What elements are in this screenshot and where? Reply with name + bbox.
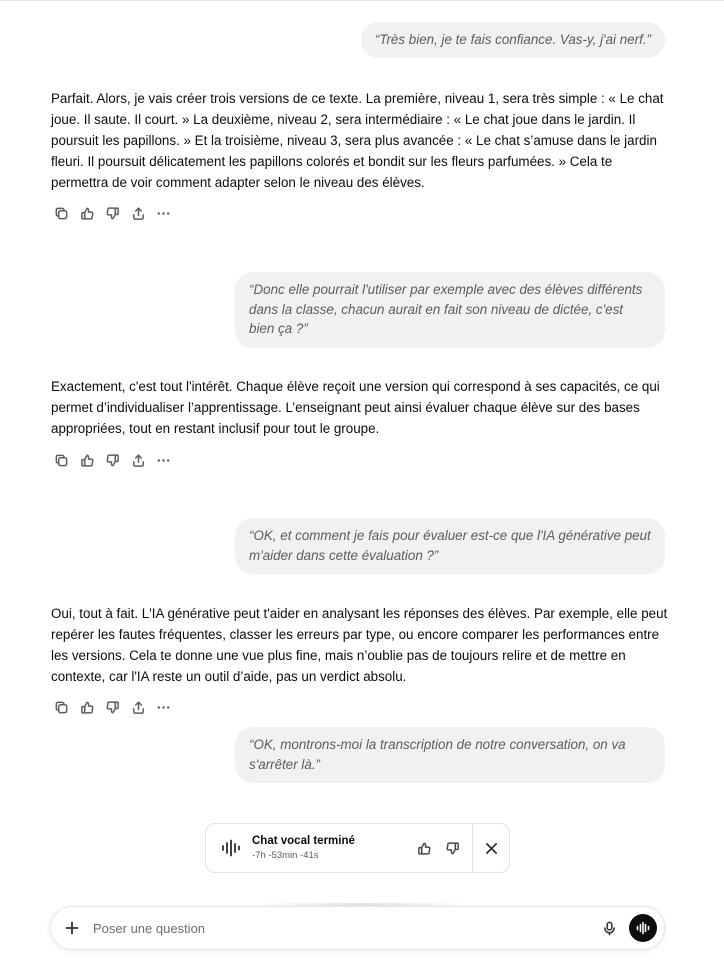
thumbs-down-icon bbox=[105, 453, 120, 468]
thumbs-up-icon bbox=[80, 206, 95, 221]
share-button[interactable] bbox=[126, 202, 152, 224]
share-button[interactable] bbox=[126, 696, 152, 718]
user-message-text: “Donc elle pourrait l'utiliser par exemple avec des élèves différents dans la classe, chacun aurait en fait son niveau de dictée, c'est bien ça ?” bbox=[249, 282, 643, 336]
plus-icon bbox=[65, 921, 79, 935]
close-voice-card-button[interactable] bbox=[473, 824, 509, 872]
more-icon bbox=[156, 700, 171, 715]
assistant-message-text: Exactement, c'est tout l'intérêt. Chaque élève reçoit une version qui correspond à ses capacités, ce qui permet d’individualiser l’apprentissage. L’enseignant peut ainsi évaluer chaque élève sur des bases appropriées, tout en restant inclusif pour tout le groupe. bbox=[51, 379, 660, 436]
voice-mode-button[interactable] bbox=[629, 914, 657, 942]
close-icon bbox=[485, 842, 498, 855]
user-message bbox=[235, 518, 665, 574]
more-icon bbox=[156, 453, 171, 468]
voice-chat-info bbox=[252, 834, 410, 862]
copy-button[interactable] bbox=[49, 449, 75, 471]
thumbs-down-button[interactable] bbox=[100, 202, 126, 224]
share-icon bbox=[131, 700, 146, 715]
copy-button[interactable] bbox=[49, 696, 75, 718]
more-button[interactable] bbox=[151, 202, 177, 224]
copy-icon bbox=[54, 700, 69, 715]
voice-thumbs-down-button[interactable] bbox=[438, 834, 466, 862]
assistant-message-text: Parfait. Alors, je vais créer trois versions de ce texte. La première, niveau 1, sera très simple : « Le chat joue. Il saute. Il court. » La deuxième, niveau 2, sera intermédiaire : « Le chat joue dans le jardin. Il poursuit les papillons. » Et la troisième, niveau 3, sera plus avancée : « Le chat s’amuse dans le jardin fleuri. Il poursuit délicatement les papillons colorés et bondit sur les fleurs parfumées. » Cela te permettra de voir comment adapter selon le niveau des élèves. bbox=[51, 91, 664, 190]
more-icon bbox=[156, 206, 171, 221]
audio-wave-icon bbox=[635, 920, 651, 936]
user-message-text: “OK, et comment je fais pour évaluer est-ce que l'IA générative peut m'aider dans cette évaluation ?” bbox=[249, 528, 651, 563]
copy-button[interactable] bbox=[49, 202, 75, 224]
share-icon bbox=[131, 206, 146, 221]
top-divider bbox=[0, 0, 724, 1]
voice-thumbs-up-button[interactable] bbox=[410, 834, 438, 862]
microphone-icon bbox=[602, 921, 617, 936]
thumbs-up-icon bbox=[80, 453, 95, 468]
dictate-button[interactable] bbox=[597, 916, 621, 940]
thumbs-down-button[interactable] bbox=[100, 696, 126, 718]
message-actions bbox=[49, 696, 177, 718]
question-input[interactable] bbox=[93, 921, 597, 936]
user-message-text: “Très bien, je te fais confiance. Vas-y, j'ai nerf.” bbox=[374, 32, 651, 47]
user-message-text: “OK, montrons-moi la transcription de notre conversation, on va s'arrêter là.” bbox=[249, 737, 626, 772]
thumbs-down-icon bbox=[105, 206, 120, 221]
copy-icon bbox=[54, 206, 69, 221]
composer-bar bbox=[50, 906, 665, 950]
share-icon bbox=[131, 453, 146, 468]
share-button[interactable] bbox=[126, 449, 152, 471]
voice-chat-duration: -7h -53min -41s bbox=[252, 850, 319, 861]
assistant-message-text: Oui, tout à fait. L'IA générative peut t'aider en analysant les réponses des élèves. Par exemple, elle peut repérer les fautes fréquentes, classer les erreurs par type, ou encore comparer les performances entre les versions. Cela te donne une vue plus fine, mais n’oublie pas de toujours relire et de mettre en contexte, car l'IA reste un outil d’aide, pas un verdict absolu. bbox=[51, 606, 668, 684]
audio-wave-icon bbox=[220, 837, 242, 859]
assistant-message bbox=[51, 88, 671, 193]
user-message bbox=[235, 272, 665, 348]
copy-icon bbox=[54, 453, 69, 468]
assistant-message bbox=[51, 603, 671, 687]
add-attachment-button[interactable] bbox=[61, 917, 83, 939]
more-button[interactable] bbox=[151, 696, 177, 718]
user-message bbox=[361, 22, 665, 58]
thumbs-down-icon bbox=[105, 700, 120, 715]
voice-chat-status-card bbox=[205, 823, 510, 873]
message-actions bbox=[49, 449, 177, 471]
thumbs-up-icon bbox=[417, 841, 432, 856]
message-actions bbox=[49, 202, 177, 224]
more-button[interactable] bbox=[151, 449, 177, 471]
thumbs-down-icon bbox=[445, 841, 460, 856]
thumbs-up-button[interactable] bbox=[75, 449, 101, 471]
thumbs-down-button[interactable] bbox=[100, 449, 126, 471]
voice-chat-title: Chat vocal terminé bbox=[252, 835, 355, 847]
thumbs-up-button[interactable] bbox=[75, 696, 101, 718]
user-message bbox=[235, 727, 665, 783]
thumbs-up-button[interactable] bbox=[75, 202, 101, 224]
assistant-message bbox=[51, 376, 671, 439]
thumbs-up-icon bbox=[80, 700, 95, 715]
